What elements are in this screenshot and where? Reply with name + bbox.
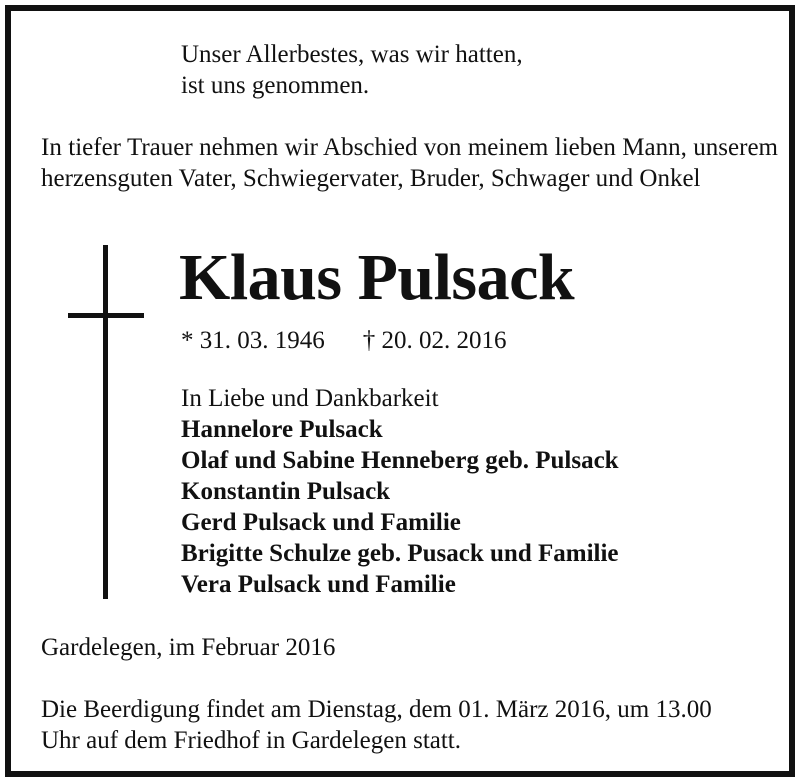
motto-line-1: Unser Allerbestes, was wir hatten, xyxy=(181,41,523,68)
funeral-line-2: Uhr auf dem Friedhof in Gardelegen statt. xyxy=(41,727,462,754)
birth-date: * 31. 03. 1946 xyxy=(181,327,325,354)
life-dates xyxy=(181,325,507,356)
motto xyxy=(181,39,523,101)
mourner-name: Brigitte Schulze geb. Pusack und Familie xyxy=(181,540,619,567)
intro-text: In tiefer Trauer nehmen wir Abschied von meinem lieben Mann, unserem herzensguten Vater, Schwiegervater, Bruder, Schwager und Onkel xyxy=(41,134,778,192)
motto-line-2: ist uns genommen. xyxy=(181,72,370,99)
mourner-name: Gerd Pulsack und Familie xyxy=(181,509,461,536)
mourners-heading: In Liebe und Dankbarkeit xyxy=(181,385,439,412)
mourner-name: Konstantin Pulsack xyxy=(181,478,391,505)
cross-icon-vertical xyxy=(103,245,108,599)
obituary-frame xyxy=(5,5,795,777)
place-date: Gardelegen, im Februar 2016 xyxy=(41,634,336,661)
cross-icon-horizontal xyxy=(68,313,144,318)
mourner-name: Hannelore Pulsack xyxy=(181,416,383,443)
death-date: † 20. 02. 2016 xyxy=(362,327,507,354)
mourners-list xyxy=(181,383,619,600)
deceased-name: Klaus Pulsack xyxy=(179,241,575,314)
mourner-name: Vera Pulsack und Familie xyxy=(181,571,456,598)
funeral-line-1: Die Beerdigung findet am Dienstag, dem 01. März 2016, um 13.00 xyxy=(41,696,712,723)
funeral-notice xyxy=(41,694,712,756)
mourner-name: Olaf und Sabine Henneberg geb. Pulsack xyxy=(181,447,619,474)
